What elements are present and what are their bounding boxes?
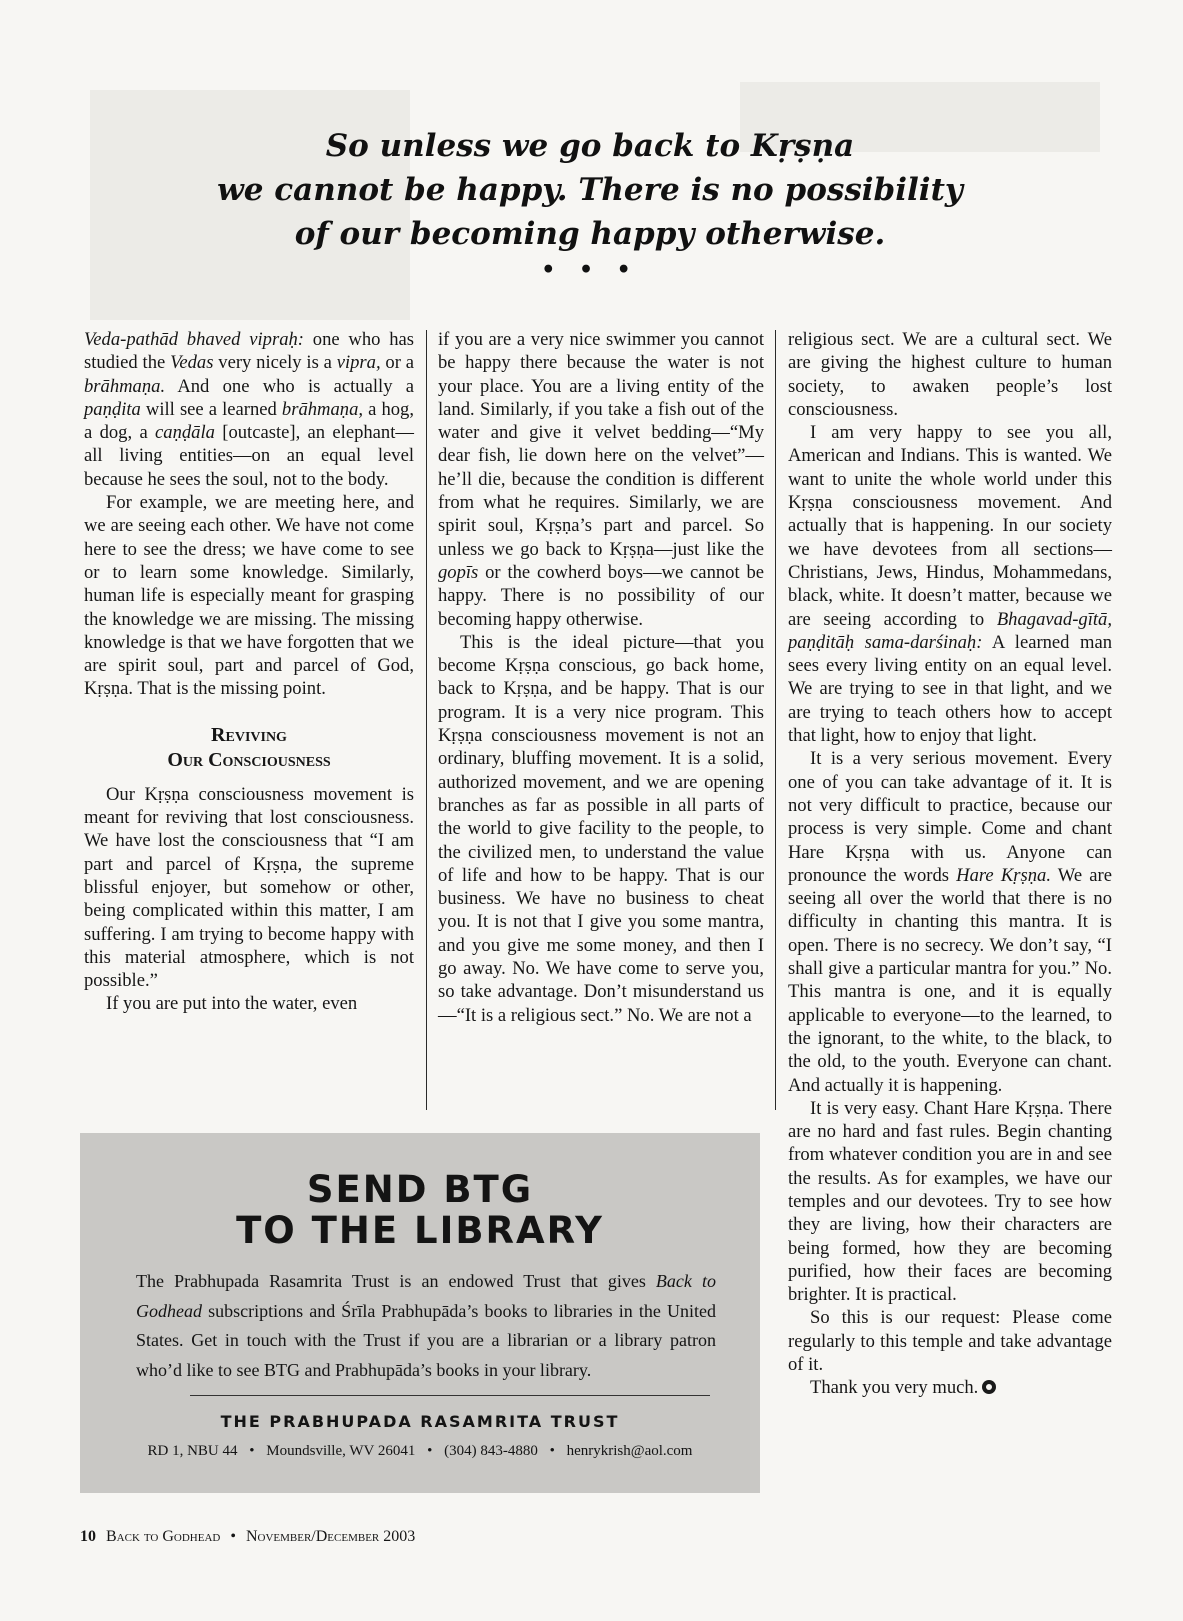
section-dots: • • •	[541, 257, 639, 283]
paragraph	[788, 421, 1112, 747]
ad-city: Moundsville, WV 26041	[266, 1443, 416, 1459]
italic-text: caṇḍāla	[155, 422, 215, 444]
text-run: one who has studied the	[84, 329, 414, 374]
pull-quote-line: So unless we go back to Kṛṣṇa	[325, 128, 855, 164]
italic-text: paṇḍita	[84, 398, 141, 420]
italic-text: brāhmaṇa.	[84, 375, 166, 397]
paragraph: It is very easy. Chant Hare Kṛṣṇa. There are no hard and fast rules. Begin chanting from whatever condition you are in and see the results. As for examples, we have our temples and our devotees. Try to see how they are living, how their characters are being formed, how they are becoming purified, how their faces are becoming brighter. It is practical.	[788, 1097, 1112, 1306]
text-run: will see a learned	[140, 398, 282, 420]
text-run: Thank you very much.	[810, 1377, 979, 1399]
text-run: very nicely is a	[213, 352, 337, 374]
italic-text: vipra,	[336, 352, 381, 374]
text-run: subscriptions and Śrīla Prabhupāda’s books to libraries in the United States. Get in touch with the Trust if you are a librarian or a library patron who’d like to see BTG and Prabhupāda’s books in your library.	[136, 1300, 716, 1380]
ad-divider	[190, 1395, 710, 1396]
bullet-separator: •	[427, 1443, 433, 1459]
text-run: We are seeing all over the world that there is no difficulty in chanting this mantra. It is open. There is no secrecy. We don’t say, “I shall give a particular mantra for you.” No. This mantra is one, and it is equally applicable to everyone—to the learned, to the ignorant, to the white, to the black, to the old, to the youth. Everyone can chant. And actually it is happening.	[788, 864, 1112, 1096]
column-divider	[775, 330, 776, 1110]
text-run: or the cowherd boys—we cannot be happy. There is no possibility of our becoming happy otherwise.	[438, 561, 764, 630]
text-run: The Prabhupada Rasamrita Trust is an endowed Trust that gives	[136, 1271, 656, 1291]
ad-address: RD 1, NBU 44	[147, 1443, 238, 1459]
ad-phone: (304) 843-4880	[444, 1443, 538, 1459]
italic-text: Vedas	[170, 352, 214, 374]
italic-text: Hare Kṛṣṇa.	[956, 864, 1051, 886]
italic-text: Back to Godhead	[136, 1271, 716, 1321]
library-ad-box	[80, 1133, 760, 1493]
bullet-separator: •	[549, 1443, 555, 1459]
ad-email: henrykrish@aol.com	[566, 1443, 693, 1459]
paragraph: So this is our request: Please come regularly to this temple and take advantage of it.	[788, 1307, 1112, 1376]
paragraph: This is the ideal picture—that you become Kṛṣṇa conscious, go back home, back to Kṛṣṇa, and be happy. That is our program. It is a very nice program. This Kṛṣṇa consciousness movement is not an ordinary, bluffing movement. It is a solid, authorized movement, and we are opening branches as far as possible in all parts of the world to give facility to the people, to the civilized men, to understand the value of life and how to be happy. That is our business. We have no business to cheat you. It is not that I give you some mantra, and you give me some money, and then I go away. No. We have come to serve you, so take advantage. Don’t misunderstand us—“It is a religious sect.” No. We are not a	[438, 631, 764, 1026]
paragraph	[84, 328, 414, 491]
paragraph: For example, we are meeting here, and we are seeing each other. We have not come here to see the dress; we have come to see or to learn some knowledge. Similarly, human life is especially meant for grasping the knowledge we are missing. The missing knowledge is that we have forgotten that we are spirit soul, part and parcel of God, Kṛṣṇa. That is the missing point.	[84, 492, 414, 700]
column-2	[438, 328, 764, 1027]
bullet-separator: •	[230, 1528, 236, 1545]
italic-text: gopīs	[438, 561, 479, 583]
text-run: And one who is actually a	[165, 375, 414, 397]
ad-title-line: SEND BTG	[306, 1168, 534, 1211]
text-run: I am very happy to see you all, American and Indians. This is wanted. We want to unite the whole world under this Kṛṣṇa consciousness movement. And actually that is happening. In our society we have devotees from all sections—Christians, Jews, Hindus, Mohammedans, black, white. It doesn’t matter, because we are seeing according to	[788, 422, 1112, 630]
paragraph: If you are put into the water, even	[106, 993, 358, 1015]
pull-quote-line: we cannot be happy. There is no possibility	[217, 172, 963, 208]
pull-quote-line: of our becoming happy otherwise.	[294, 216, 886, 252]
text-run: It is a very serious movement. Every one of you can take advantage of it. It is not very difficult to practice, because our process is very simple. Come and chant Hare Kṛṣṇa with us. Anyone can pronounce the words	[788, 748, 1112, 886]
paragraph	[438, 328, 764, 631]
paragraph: Our Kṛṣṇa consciousness movement is meant for reviving that lost consciousness. We have lost the consciousness that “I am part and parcel of Kṛṣṇa, the supreme blissful enjoyer, but somehow or other, being complicated within this matter, I am suffering. I am trying to become happy with this material atmosphere, which is not possible.”	[84, 783, 414, 992]
section-heading-line: Our Consciousness	[167, 748, 331, 771]
text-run: a hog, a dog, a	[84, 398, 414, 444]
ad-contact-info	[80, 1443, 760, 1460]
end-of-article-icon	[982, 1380, 996, 1394]
ad-title-line: TO THE LIBRARY	[236, 1209, 604, 1252]
page-footer	[80, 1528, 415, 1546]
issue-date: November/December 2003	[245, 1528, 416, 1545]
section-heading	[84, 723, 414, 773]
italic-text: brāhmaṇa,	[281, 398, 364, 420]
section-heading-line: Reviving	[211, 723, 287, 746]
paragraph	[788, 747, 1112, 1096]
italic-text: Veda-pathād bhaved vipraḥ:	[84, 329, 304, 350]
text-run: A learned man sees every living entity on an equal level. We are trying to see in that light, and we are trying to teach others how to accept that light, how to enjoy that light.	[788, 631, 1113, 747]
ad-title	[80, 1169, 760, 1251]
ad-organization: THE PRABHUPADA RASAMRITA TRUST	[220, 1412, 620, 1431]
magazine-name: Back to Godhead	[106, 1528, 221, 1545]
italic-text: Bhagavad-gītā, paṇḍitāḥ sama-darśinaḥ:	[788, 608, 1112, 653]
text-run: or a	[380, 352, 414, 374]
text-run: if you are a very nice swimmer you cannot be happy there because the water is not your place. You are a living entity of the land. Similarly, if you take a fish out of the water and give it velvet bedding—“My dear fish, lie down here on the velvet”—he’ll die, because the condition is different from what he requires. Similarly, we are spirit soul, Kṛṣṇa’s part and parcel. So unless we go back to Kṛṣṇa—just like the	[438, 329, 764, 560]
column-1	[84, 328, 414, 1016]
text-run: [outcaste], an elephant—all living entities—on an equal level because he sees the soul, not to the body.	[84, 422, 414, 490]
page-number: 10	[80, 1528, 96, 1545]
paragraph: religious sect. We are a cultural sect. We are giving the highest culture to human society, to awaken people’s lost consciousness.	[788, 329, 1112, 420]
ad-body	[136, 1267, 716, 1385]
column-3	[788, 328, 1112, 1400]
column-divider	[426, 330, 427, 1110]
pull-quote	[190, 124, 990, 282]
paragraph	[788, 1376, 1112, 1399]
bullet-separator: •	[249, 1443, 255, 1459]
